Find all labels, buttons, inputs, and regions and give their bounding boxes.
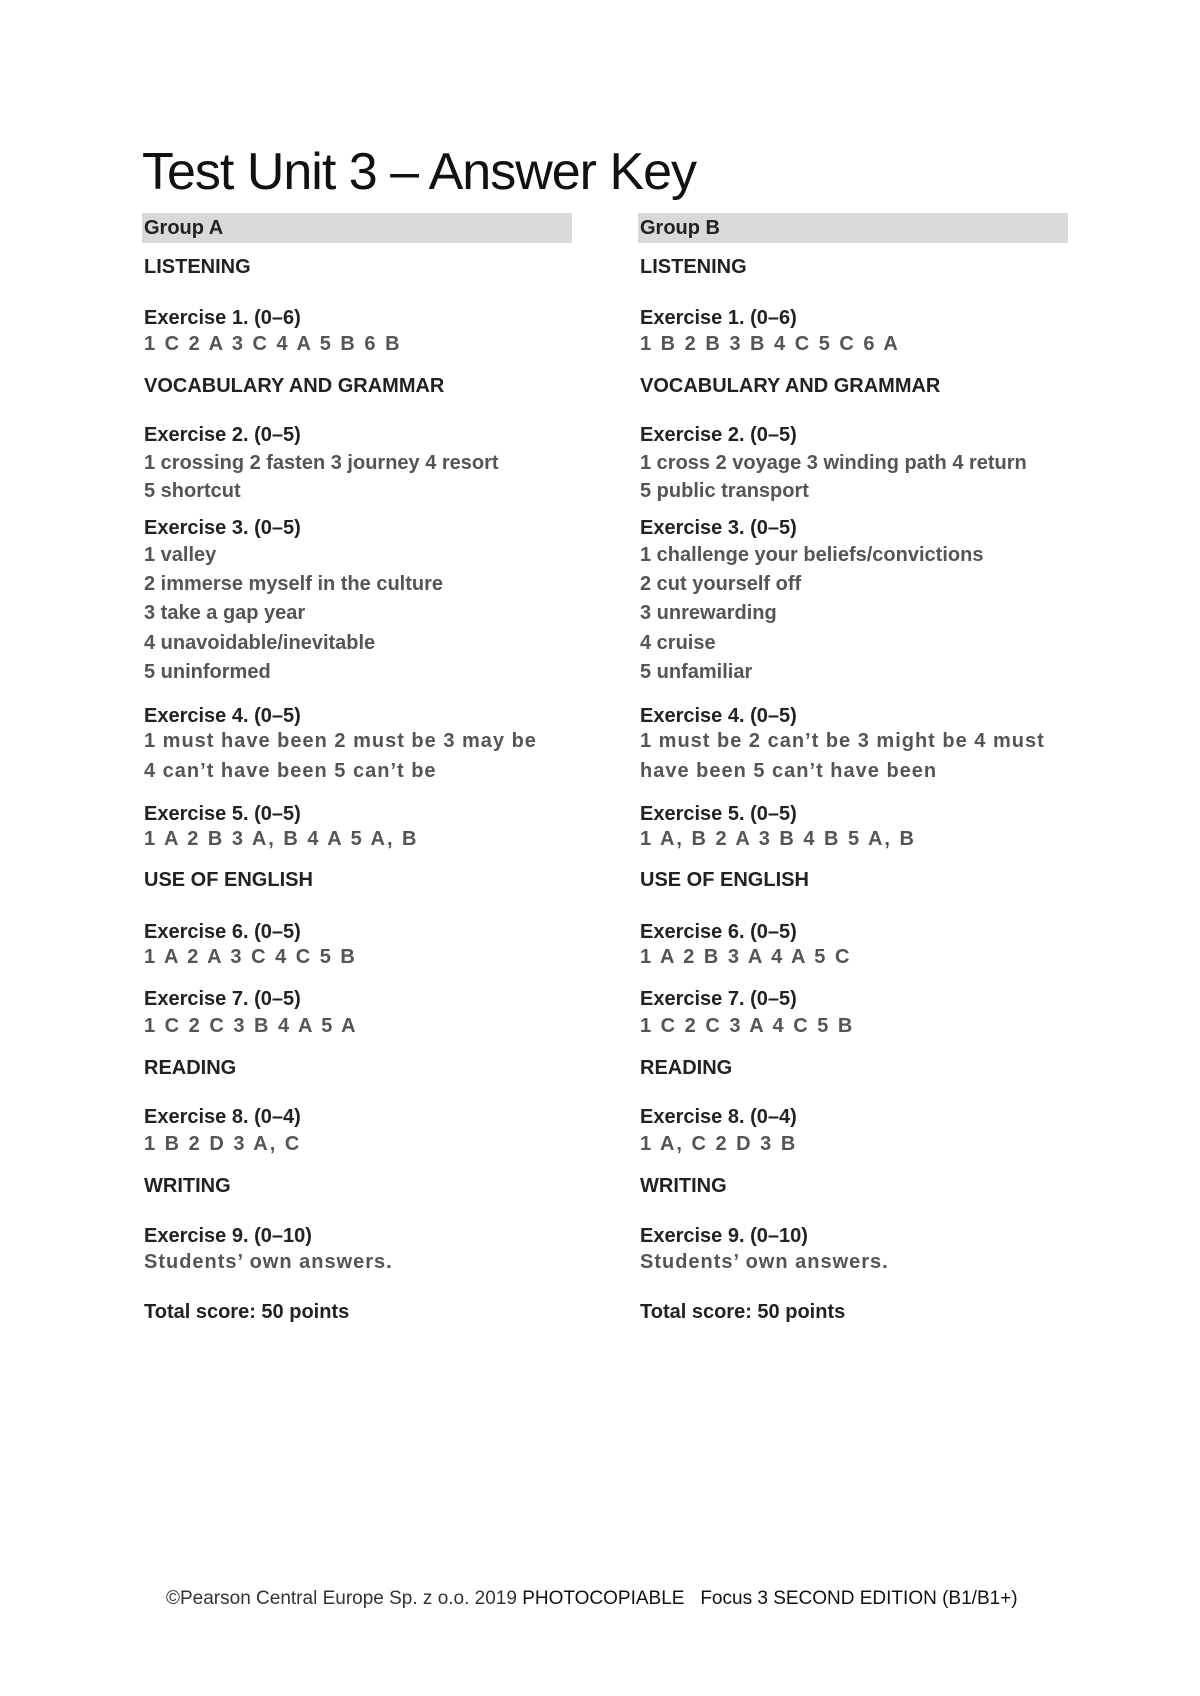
exercise-9-answers: Students’ own answers. [144, 1251, 393, 1273]
exercise-3-answer: 3 unrewarding [640, 602, 777, 624]
group-label: Group A [144, 217, 224, 239]
exercise-1-answers: 1 B 2 B 3 B 4 C 5 C 6 A [640, 333, 900, 355]
exercise-3-heading: Exercise 3. (0–5) [144, 517, 301, 539]
footer-edition: Focus 3 SECOND EDITION (B1/B1+) [700, 1588, 1018, 1609]
section-listening: LISTENING [640, 256, 747, 278]
exercise-6-heading: Exercise 6. (0–5) [144, 921, 301, 943]
exercise-2-answers: 1 crossing 2 fasten 3 journey 4 resort [144, 452, 499, 474]
section-vocabulary-grammar: VOCABULARY AND GRAMMAR [640, 375, 941, 397]
exercise-3-answer: 5 uninformed [144, 661, 271, 683]
exercise-1-answers: 1 C 2 A 3 C 4 A 5 B 6 B [144, 333, 402, 355]
exercise-3-answer: 1 challenge your beliefs/convictions [640, 544, 984, 566]
exercise-1-heading: Exercise 1. (0–6) [640, 307, 797, 329]
group-label: Group B [640, 217, 720, 239]
exercise-2-answers: 1 cross 2 voyage 3 winding path 4 return [640, 452, 1027, 474]
exercise-3-answer: 4 unavoidable/inevitable [144, 632, 376, 654]
exercise-7-heading: Exercise 7. (0–5) [144, 988, 301, 1010]
section-writing: WRITING [144, 1175, 231, 1197]
exercise-2-answers: 5 public transport [640, 480, 809, 502]
footer [166, 1588, 1018, 1610]
footer-copyright: ©Pearson Central Europe Sp. z o.o. 2019 [166, 1588, 517, 1609]
exercise-9-answers: Students’ own answers. [640, 1251, 889, 1273]
exercise-7-answers: 1 C 2 C 3 A 4 C 5 B [640, 1015, 855, 1037]
group-a-column [142, 0, 582, 1696]
section-listening: LISTENING [144, 256, 251, 278]
section-vocabulary-grammar: VOCABULARY AND GRAMMAR [144, 375, 445, 397]
exercise-3-answer: 4 cruise [640, 632, 716, 654]
exercise-5-heading: Exercise 5. (0–5) [640, 803, 797, 825]
exercise-4-answers: have been 5 can’t have been [640, 760, 938, 782]
exercise-6-answers: 1 A 2 B 3 A 4 A 5 C [640, 946, 852, 968]
exercise-9-heading: Exercise 9. (0–10) [640, 1225, 808, 1247]
exercise-8-heading: Exercise 8. (0–4) [144, 1106, 301, 1128]
exercise-3-heading: Exercise 3. (0–5) [640, 517, 797, 539]
exercise-2-heading: Exercise 2. (0–5) [144, 424, 301, 446]
exercise-4-answers: 1 must have been 2 must be 3 may be [144, 730, 537, 752]
exercise-8-heading: Exercise 8. (0–4) [640, 1106, 797, 1128]
exercise-1-heading: Exercise 1. (0–6) [144, 307, 301, 329]
group-b-column [638, 0, 1078, 1696]
exercise-4-answers: 1 must be 2 can’t be 3 might be 4 must [640, 730, 1045, 752]
exercise-3-answer: 1 valley [144, 544, 217, 566]
group-header [638, 213, 1068, 243]
exercise-3-answer: 2 cut yourself off [640, 573, 802, 595]
section-reading: READING [144, 1057, 237, 1079]
exercise-2-answers: 5 shortcut [144, 480, 241, 502]
section-use-of-english: USE OF ENGLISH [144, 869, 313, 891]
footer-photocopiable: PHOTOCOPIABLE [522, 1588, 685, 1609]
section-reading: READING [640, 1057, 733, 1079]
exercise-8-answers: 1 A, C 2 D 3 B [640, 1133, 798, 1155]
exercise-9-heading: Exercise 9. (0–10) [144, 1225, 312, 1247]
exercise-4-heading: Exercise 4. (0–5) [144, 705, 301, 727]
exercise-5-answers: 1 A, B 2 A 3 B 4 B 5 A, B [640, 828, 916, 850]
exercise-7-answers: 1 C 2 C 3 B 4 A 5 A [144, 1015, 358, 1037]
page-title: Test Unit 3 – Answer Key [142, 143, 697, 201]
section-writing: WRITING [640, 1175, 727, 1197]
exercise-5-heading: Exercise 5. (0–5) [144, 803, 301, 825]
exercise-3-answer: 5 unfamiliar [640, 661, 753, 683]
section-use-of-english: USE OF ENGLISH [640, 869, 809, 891]
exercise-6-answers: 1 A 2 A 3 C 4 C 5 B [144, 946, 357, 968]
exercise-5-answers: 1 A 2 B 3 A, B 4 A 5 A, B [144, 828, 419, 850]
exercise-2-heading: Exercise 2. (0–5) [640, 424, 797, 446]
exercise-3-answer: 2 immerse myself in the culture [144, 573, 444, 595]
exercise-3-answer: 3 take a gap year [144, 602, 306, 624]
exercise-6-heading: Exercise 6. (0–5) [640, 921, 797, 943]
exercise-4-heading: Exercise 4. (0–5) [640, 705, 797, 727]
exercise-7-heading: Exercise 7. (0–5) [640, 988, 797, 1010]
exercise-8-answers: 1 B 2 D 3 A, C [144, 1133, 302, 1155]
total-score: Total score: 50 points [640, 1301, 846, 1323]
total-score: Total score: 50 points [144, 1301, 350, 1323]
group-header [142, 213, 572, 243]
exercise-4-answers: 4 can’t have been 5 can’t be [144, 760, 437, 782]
